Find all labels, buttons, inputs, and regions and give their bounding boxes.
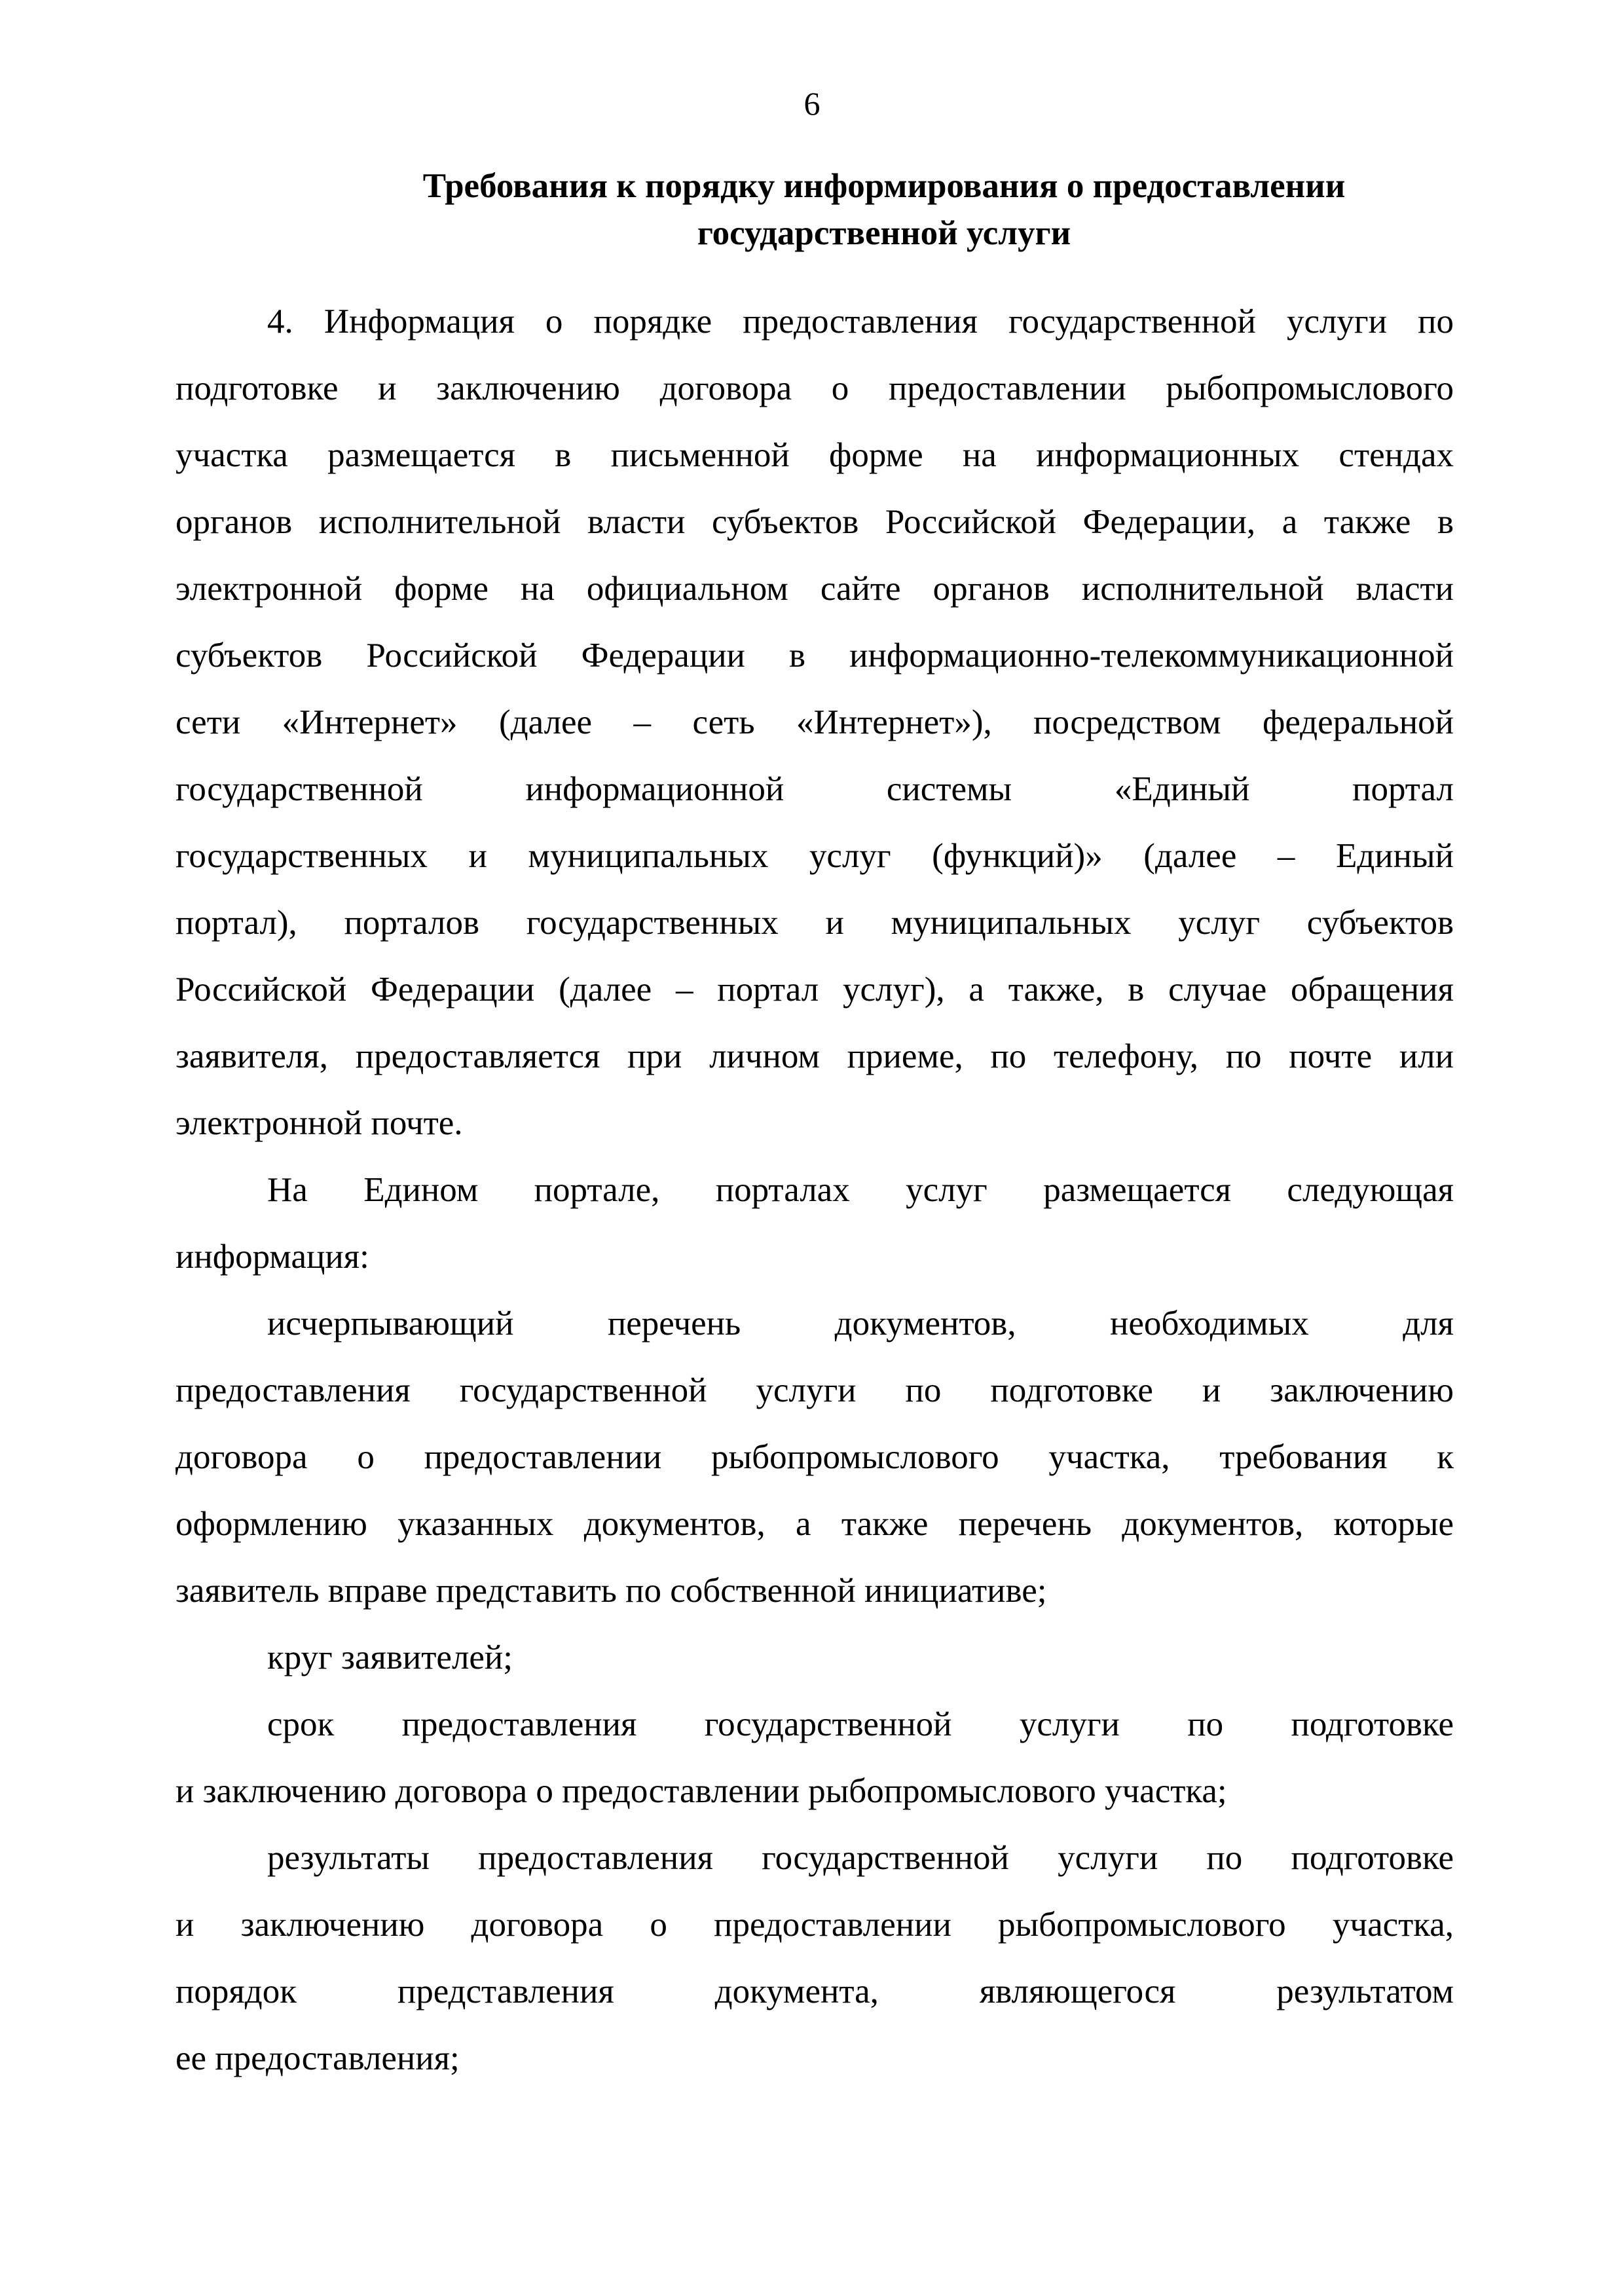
text-line: договора о предоставлении рыбопромыслового участка, требования к — [175, 1438, 1454, 1476]
text-line: заявителя, предоставляется при личном приеме, по телефону, по почте или — [175, 1037, 1454, 1075]
section-title — [262, 162, 1506, 257]
text-line: 4. Информация о порядке предоставления государственной услуги по — [267, 303, 1454, 341]
paragraph-5 — [175, 1691, 1454, 1824]
text-line: оформлению указанных документов, а также перечень документов, которые — [175, 1505, 1454, 1543]
text-line: участка размещается в письменной форме на информационных стендах — [175, 436, 1454, 474]
page-number: 6 — [803, 85, 821, 122]
text-line: и заключению договора о предоставлении рыбопромыслового участка; — [175, 1772, 1227, 1810]
text-line: исчерпывающий перечень документов, необходимых для — [267, 1305, 1454, 1342]
text-line: срок предоставления государственной услуги по подготовке — [267, 1705, 1454, 1743]
text-line: ее предоставления; — [175, 2039, 460, 2077]
text-line: государственных и муниципальных услуг (функций)» (далее – Единый — [175, 837, 1454, 875]
text-line: и заключению договора о предоставлении рыбопромыслового участка, — [175, 1906, 1454, 1944]
text-line: Российской Федерации (далее – портал услуг), а также, в случае обращения — [175, 971, 1454, 1009]
text-line: информация: — [175, 1238, 369, 1276]
text-line: На Едином портале, порталах услуг размещается следующая — [267, 1171, 1454, 1209]
text-line: сети «Интернет» (далее – сеть «Интернет»), посредством федеральной — [175, 703, 1454, 741]
text-line: электронной форме на официальном сайте органов исполнительной власти — [175, 570, 1454, 608]
text-line: органов исполнительной власти субъектов Российской Федерации, а также в — [175, 503, 1454, 541]
text-line: круг заявителей; — [267, 1639, 513, 1676]
paragraph-6 — [175, 1824, 1454, 2092]
text-line: результаты предоставления государственной услуги по подготовке — [267, 1839, 1454, 1877]
text-line: электронной почте. — [175, 1104, 463, 1142]
text-line: порядок представления документа, являющегося результатом — [175, 1972, 1454, 2010]
paragraph-3 — [175, 1290, 1454, 1624]
section-title-line-1: Требования к порядку информирования о предоставлении — [422, 167, 1346, 205]
text-line: подготовке и заключению договора о предоставлении рыбопромыслового — [175, 369, 1454, 407]
text-line: государственной информационной системы «Единый портал — [175, 770, 1454, 808]
paragraph-4 — [175, 1624, 1454, 1691]
text-line: субъектов Российской Федерации в информационно-телекоммуникационной — [175, 637, 1454, 675]
paragraph-1 — [175, 288, 1454, 1157]
text-line: заявитель вправе представить по собственной инициативе; — [175, 1572, 1047, 1610]
paragraph-2 — [175, 1157, 1454, 1290]
text-line: предоставления государственной услуги по подготовке и заключению — [175, 1371, 1454, 1409]
section-title-line-2: государственной услуги — [697, 214, 1071, 252]
text-line: портал), порталов государственных и муниципальных услуг субъектов — [175, 904, 1454, 942]
document-body — [175, 288, 1454, 2092]
